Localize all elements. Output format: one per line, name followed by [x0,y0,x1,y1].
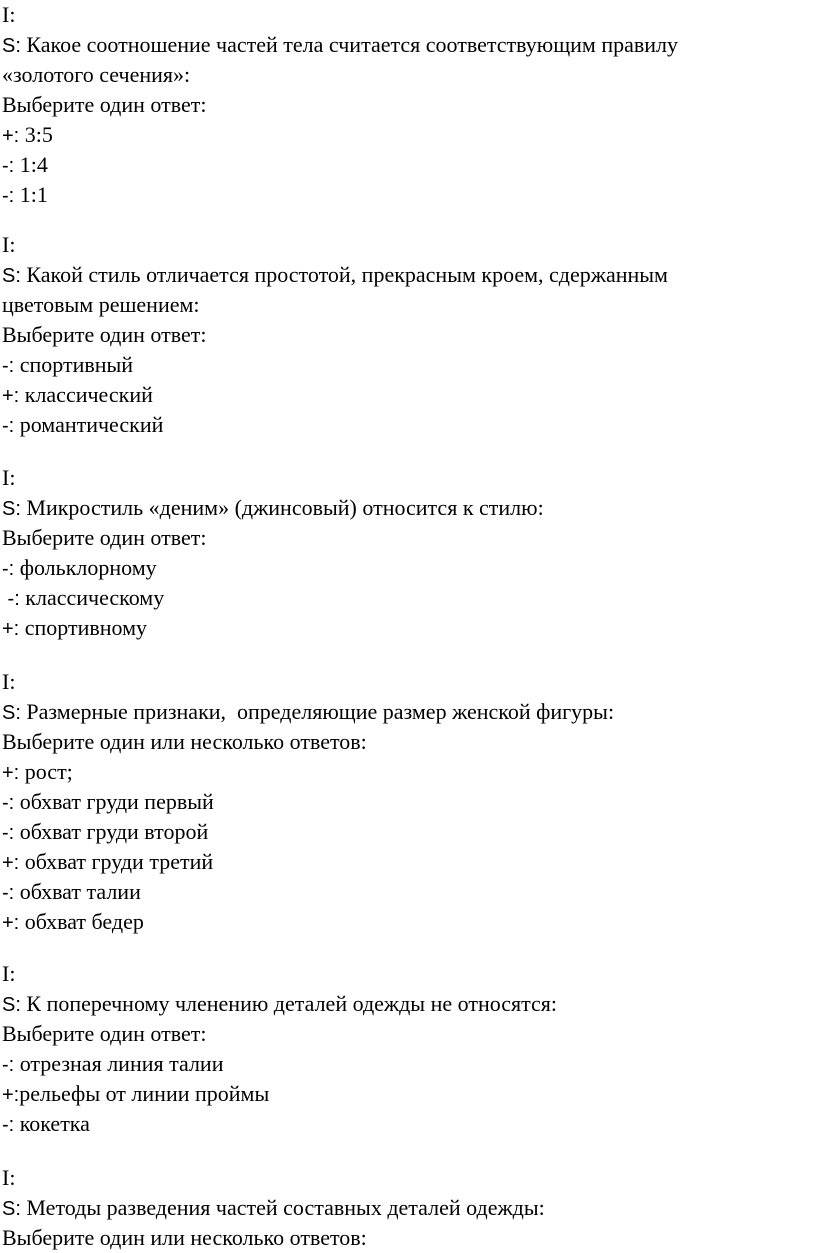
option-text: обхват груди третий [19,849,214,874]
option-text: спортивный [14,352,134,377]
answer-instruction: Выберите один ответ: [2,322,207,347]
answer-option [2,877,816,907]
option-mark: +: [2,852,20,874]
option-text: фольклорному [14,555,157,580]
question-block [2,667,816,937]
question-block [2,1163,816,1253]
answer-option [2,120,816,150]
answer-option [2,1109,816,1139]
option-text: обхват бедер [19,909,144,934]
question-text-line: Микростиль «деним» (джинсовый) относится к стилю: [20,495,544,520]
option-mark: -: [2,822,15,844]
question-block [2,463,816,643]
question-text-line: Размерные признаки, определяющие размер женской фигуры: [20,699,615,724]
option-mark: -: [2,1054,15,1076]
answer-instruction: Выберите один ответ: [2,92,207,117]
question-id-label: I: [2,1165,16,1190]
option-mark: -: [2,155,15,177]
option-mark: +: [2,618,20,640]
answer-option [2,907,816,937]
answer-option [2,350,816,380]
option-mark: -: [2,415,15,437]
option-mark: +: [2,1084,20,1106]
option-text: отрезная линия талии [14,1051,224,1076]
option-text: 1:1 [14,182,48,207]
answer-option [2,757,816,787]
question-block [2,0,816,210]
option-mark: +: [2,125,20,147]
option-text: классический [19,382,153,407]
option-mark: -: [2,185,15,207]
answer-option [2,583,816,613]
option-mark: +: [2,912,20,934]
option-text: обхват груди второй [14,819,209,844]
answer-instruction: Выберите один или несколько ответов: [2,1225,367,1250]
question-text-line: Какое соотношение частей тела считается соответствующим правилу [20,32,679,57]
option-text: кокетка [14,1111,90,1136]
question-text [2,1193,816,1223]
question-block [2,959,816,1139]
question-id-label: I: [2,2,16,27]
option-text: 3:5 [19,122,53,147]
question-id-label: I: [2,669,16,694]
option-mark: +: [2,385,20,407]
answer-option [2,1049,816,1079]
answer-option [2,1079,816,1109]
answer-option [2,180,816,210]
question-prefix: S: [2,35,21,57]
option-mark: -: [2,558,15,580]
question-id-label: I: [2,961,16,986]
option-mark: -: [2,355,15,377]
option-text: спортивному [19,615,148,640]
question-id-label: I: [2,465,16,490]
option-mark: -: [2,882,15,904]
option-text: 1:4 [14,152,48,177]
answer-option [2,787,816,817]
question-prefix: S: [2,702,21,724]
option-mark: -: [2,792,15,814]
answer-instruction: Выберите один или несколько ответов: [2,729,367,754]
answer-option [2,150,816,180]
question-text-continued: «золотого сечения»: [2,62,191,87]
answer-option [2,380,816,410]
question-text-line: Методы разведения частей составных деталей одежды: [20,1195,545,1220]
answer-option [2,553,816,583]
question-text [2,493,816,523]
answer-instruction: Выберите один ответ: [2,525,207,550]
question-text [2,989,816,1019]
option-text: романтический [14,412,164,437]
option-mark: +: [2,762,20,784]
question-text [2,697,816,727]
question-block [2,230,816,440]
question-prefix: S: [2,1198,21,1220]
option-mark: -: [2,1114,15,1136]
question-text-line: К поперечному членению деталей одежды не относятся: [20,991,558,1016]
question-prefix: S: [2,994,21,1016]
question-text-line: Какой стиль отличается простотой, прекрасным кроем, сдержанным [20,262,668,287]
option-text: рельефы от линии проймы [19,1081,270,1106]
option-text: обхват талии [14,879,141,904]
answer-option [2,847,816,877]
question-id-label: I: [2,232,16,257]
question-prefix: S: [2,498,21,520]
option-text: обхват груди первый [14,789,214,814]
question-prefix: S: [2,265,21,287]
question-text [2,260,816,290]
option-text: рост; [19,759,73,784]
answer-option [2,817,816,847]
question-text [2,30,816,60]
answer-instruction: Выберите один ответ: [2,1021,207,1046]
option-text: классическому [19,585,165,610]
answer-option [2,410,816,440]
answer-option [2,613,816,643]
question-text-continued: цветовым решением: [2,292,200,317]
option-mark: -: [2,588,20,610]
